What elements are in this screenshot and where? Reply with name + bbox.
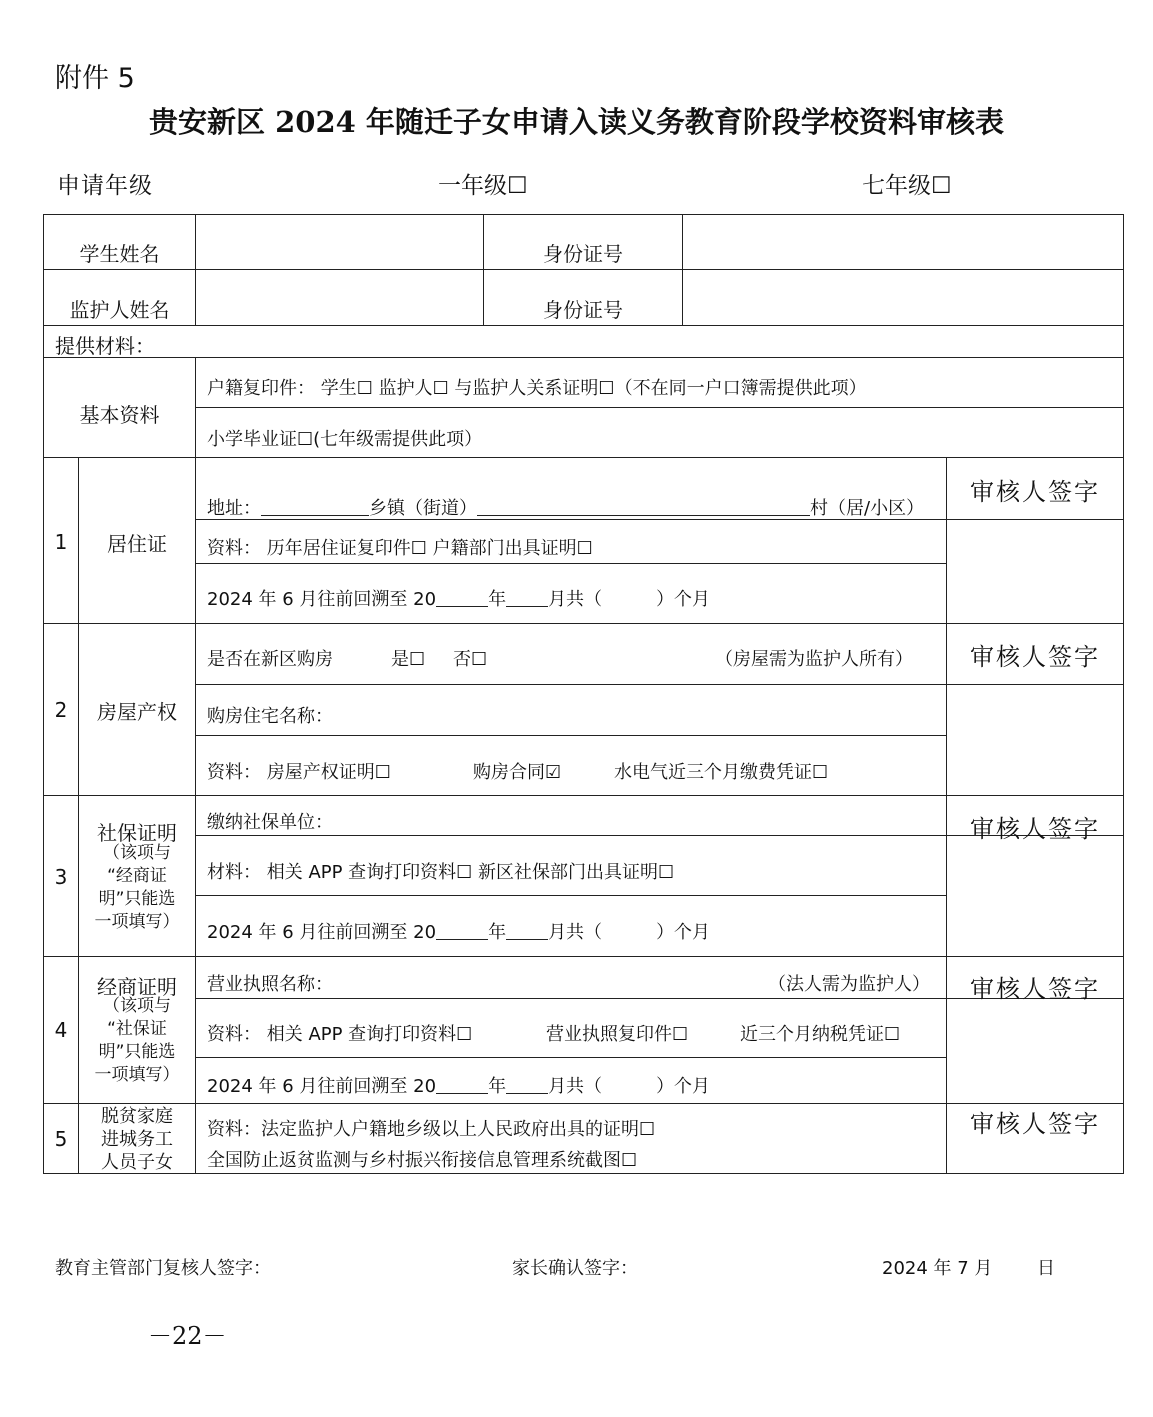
guardian-id-label: 身份证号 [543, 298, 623, 322]
basic-materials-label: 基本资料 [79, 403, 160, 427]
row5-label-line: 脱贫家庭 [101, 1106, 173, 1127]
row1-number: 1 [54, 530, 68, 554]
grade-label: 申请年级 [57, 173, 153, 199]
row4-note-line: 一项填写） [94, 1065, 180, 1085]
row2-residence-name[interactable]: 购房住宅名称： [207, 706, 333, 727]
address-prefix: 地址： [207, 498, 261, 519]
page-number: －22－ [148, 1322, 227, 1350]
row5-docs-screenshot[interactable]: 全国防止返贫监测与乡村振兴衔接信息管理系统截图☐ [207, 1150, 638, 1171]
address-village: 村（居/小区） [810, 498, 925, 519]
grade1-checkbox[interactable]: 一年级☐ [438, 173, 528, 199]
row3-note-line: 一项填写） [94, 912, 180, 932]
row4-docs-license[interactable]: 营业执照复印件☐ [546, 1024, 689, 1045]
row4-note-line: 明”只能选 [98, 1042, 176, 1062]
student-name-field[interactable] [197, 216, 481, 268]
trace-count: ）个月 [656, 1076, 711, 1097]
row3-note-line: （该项与 [103, 843, 171, 863]
row1-docs[interactable]: 资料： 历年居住证复印件☐ 户籍部门出具证明☐ [207, 538, 593, 559]
row4-note-legal: （法人需为监护人） [768, 974, 930, 995]
row4-reviewer-sign-label: 审核人签字 [970, 975, 1100, 1003]
row5-reviewer-sign-label: 审核人签字 [970, 1110, 1100, 1138]
footer-date-day: 日 [1037, 1258, 1055, 1279]
trace-prefix: 2024 年 6 月往前回溯至 20 [207, 922, 437, 943]
row2-docs-deed[interactable]: 资料： 房屋产权证明☐ [207, 762, 391, 783]
row2-docs-utilities[interactable]: 水电气近三个月缴费凭证☐ [614, 762, 829, 783]
trace-month: 月共（ [548, 589, 603, 610]
row3-signature-field[interactable] [948, 837, 1122, 955]
guardian-name-label: 监护人姓名 [69, 298, 170, 322]
row1-signature-field[interactable] [948, 520, 1122, 622]
row4-label: 经商证明 [97, 975, 177, 999]
parent-signature[interactable]: 家长确认签字： [512, 1258, 638, 1279]
basic-line-diploma[interactable]: 小学毕业证☐(七年级需提供此项） [207, 429, 483, 450]
row3-note-line: “经商证 [107, 866, 167, 886]
trace-year: 年 [488, 589, 507, 610]
row4-note-line: （该项与 [103, 996, 171, 1016]
row4-docs-tax[interactable]: 近三个月纳税凭证☐ [740, 1024, 901, 1045]
row2-docs-contract[interactable]: 购房合同☑ [473, 762, 562, 783]
row3-reviewer-sign-label: 审核人签字 [970, 815, 1100, 843]
trace-prefix: 2024 年 6 月往前回溯至 20 [207, 1076, 437, 1097]
row5-docs-certificate[interactable]: 资料：法定监护人户籍地乡级以上人民政府出具的证明☐ [207, 1119, 656, 1140]
row5-label [79, 1105, 195, 1174]
materials-header: 提供材料： [55, 334, 155, 358]
row4-signature-field[interactable] [948, 1000, 1122, 1102]
trace-year: 年 [488, 1076, 507, 1097]
row3-social-unit[interactable]: 缴纳社保单位： [207, 812, 333, 833]
row4-trace[interactable] [207, 1072, 710, 1098]
row5-number: 5 [54, 1127, 68, 1151]
row4-license-name[interactable]: 营业执照名称： [207, 974, 333, 995]
trace-year: 年 [488, 922, 507, 943]
row3-number: 3 [54, 865, 68, 889]
row2-no-checkbox[interactable]: 否☐ [453, 649, 488, 670]
row3-trace[interactable] [207, 918, 710, 944]
row1-label: 居住证 [107, 532, 167, 556]
row2-number: 2 [54, 698, 68, 722]
guardian-name-field[interactable] [197, 271, 481, 324]
edu-reviewer-signature[interactable]: 教育主管部门复核人签字： [55, 1258, 271, 1279]
trace-month: 月共（ [548, 1076, 603, 1097]
student-id-label: 身份证号 [543, 242, 623, 266]
row3-label: 社保证明 [97, 821, 177, 845]
trace-month: 月共（ [548, 922, 603, 943]
row4-note-line: “社保证 [107, 1019, 167, 1039]
trace-count: ）个月 [656, 589, 711, 610]
row2-label: 房屋产权 [97, 700, 177, 724]
row1-address[interactable] [207, 494, 924, 520]
row3-docs[interactable]: 材料： 相关 APP 查询打印资料☐ 新区社保部门出具证明☐ [207, 862, 675, 883]
row1-reviewer-sign-label: 审核人签字 [970, 478, 1100, 506]
guardian-id-field[interactable] [684, 271, 1122, 324]
row1-trace[interactable] [207, 585, 710, 611]
row2-signature-field[interactable] [948, 686, 1122, 794]
row5-label-line: 人员子女 [101, 1152, 173, 1173]
trace-prefix: 2024 年 6 月往前回溯至 20 [207, 589, 437, 610]
student-id-field[interactable] [684, 216, 1122, 268]
row2-question: 是否在新区购房 [207, 649, 333, 670]
row4-note [79, 995, 195, 1087]
grade7-checkbox[interactable]: 七年级☐ [862, 173, 952, 199]
document-title: 贵安新区 2024 年随迁子女申请入读义务教育阶段学校资料审核表 [149, 105, 1004, 139]
row2-note: （房屋需为监护人所有） [715, 649, 913, 670]
row4-number: 4 [54, 1018, 68, 1042]
attachment-label: 附件 5 [55, 63, 135, 94]
row5-label-line: 进城务工 [101, 1129, 173, 1150]
row3-note-line: 明”只能选 [98, 889, 176, 909]
row4-docs-app[interactable]: 资料： 相关 APP 查询打印资料☐ [207, 1024, 473, 1045]
address-town: 乡镇（街道） [369, 498, 477, 519]
row2-reviewer-sign-label: 审核人签字 [970, 643, 1100, 671]
student-name-label: 学生姓名 [79, 242, 160, 266]
row2-yes-checkbox[interactable]: 是☐ [391, 649, 426, 670]
basic-line-hukou[interactable]: 户籍复印件： 学生☐ 监护人☐ 与监护人关系证明☐（不在同一户口簿需提供此项） [207, 378, 867, 399]
trace-count: ）个月 [656, 922, 711, 943]
row3-note [79, 842, 195, 934]
footer-date-month: 2024 年 7 月 [882, 1258, 993, 1279]
